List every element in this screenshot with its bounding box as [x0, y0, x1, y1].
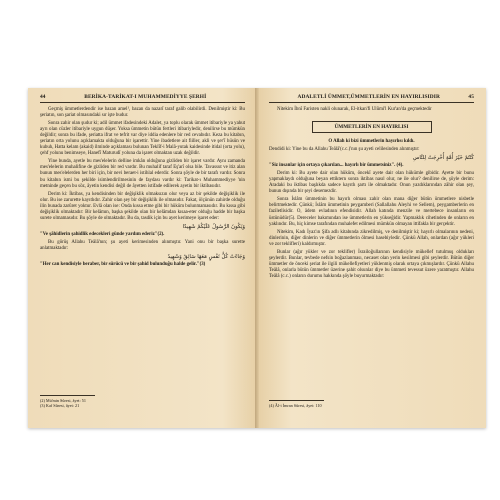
right-running-head — [269, 94, 474, 103]
left-paragraph-6: Bu görüş Allahu Teâlâ'nın; şu ayeti kerimesinden alınmıştır. Yani onu bir başka surette anlatmaktadır: — [40, 239, 245, 251]
right-sub-title: O Allah ki bizi ümmetlerin hayırlısı kıldı. — [328, 139, 415, 145]
left-arabic-verse-2: وَجَاءَتْ كُلُّ نَفْسٍ مَعَهَا سَائِقٌ وَشَهِيدٌ — [167, 253, 245, 260]
right-footnotes — [269, 397, 474, 408]
right-section-title: ÜMMETLERİN EN HAYIRLISI — [312, 121, 432, 133]
left-paragraph-3: Yine bunda, ayetle bu mes'elelerin delline imkân olduğuna gizliden bir işaret vardır. Aynı zamanda mes'elelerin muhalifine de gizliden bir red vardır. Bu muhalif taraf Eş'arî olsa bile. Tavassut ve itiz alan bunun mes'elelerden her biri için, bir nevi beraet-i istihlal ederdir. Sonra şöyle de bir tarafı vardır. Sonra bu kitabın ismi bu şekilde isimlendirilmesinin de faydası vardır ki: Tarikat-ı Muhammediyye 'nin metninde geçen bu söz, âyetin kendisi değil de âyetten istifade edilerek ayetin bir iktibasıdır. — [40, 159, 245, 189]
right-paragraph-2: Derim ki: Bu ayete dair olan hüküm, öncekî ayete dair olan hükümle gibidir. Ayette bir bunu yapmaklaydı olduğuna beyan ettiktern sonra iktibas nasıl olur, ne ile olur? denilirse de, şöyle derim: Aradaki bu iktibas başlıkda sadece kayıtlı şartı ile olmaktadır. Onun yazdıklarından zâhir olan şey, bunun dışında bir şeyi desemezdir. — [269, 171, 474, 195]
left-paragraph-2: Sonra zahir olan şudur ki; adil ümmet ifadesindeki Adalet, ya toplu olarak ümmet itibariyle ya yahut ayrı olan cüzler itibariyle uygun düşer. Yoksa ümmetin bütün fertleri itibariyledir, denilirse bu mümkün değildir; sonra bu ifade, şeriatta ifrat ve tefrit var diye iddia edenlere bir red cevabıdır. Keza bu kitabın, şeriatın orta yolunu açıklamakta olduğuna bir işarettir. Yine ibadetlere ait fiiller, akli ve şer'î hüsün ve kubuh, Hatta kelam (akaid) ilminde açıklaması bulunan Teklîf-i Malâ-yutak kaidesinde itidal (orta yolu), çehf yolunu benimseye, Hanefî Maturudî yoluna da işaret olmaktan uzak değildir. — [40, 121, 245, 157]
left-arabic-verse-1: وَيَكُونَ الرَّسُولُ عَلَيْكُمْ شَهِيدًا — [182, 223, 245, 230]
right-paragraph-5: Bunlar (ağır yükler ve zor teklifler) İsrailoğullarının kendisiyle mükellef tutulmuş oldukları şeylerdir. Bunlar, tevbede nefsin boğazlanması, necaset olan yerin kesilmesi gibi şeylerdir. Bütün diğer ümmetler de önceki şeriat ile ilgili mükellefiyetleri yüklenmiş olarak ortaya çıkmışlardır. Çünkü Allahu Teâlâ, onlarla bütün ümmetler üzerine şahit olsunlar diye bu ümmeti tevessut üzere yaratmıştır. Allahu Teâlâ (c.c.) onların durumu hakkında şöyle buyurmaktadır: — [269, 249, 474, 279]
left-paragraph-4: Derim ki: İktibas, ya kendisinden bir değişiklik olmaksızın olur veya az bir şekilde değişiklik ile olur. Bu ise zarurette kayıtlıdır. Zahir olan şey bir değişiklik ile olmasıdır. Fakat, ölçünün zahirde olduğu ilin bunada zarûret yoktur. Evlâ olan ise: Onda kıssa etme gibi bir hüküm bulunmamasıdır. Bu kıssa gibi değişiklik olmaktadır: Bir kelâmın, başka şekilde olan bir kelâmdan kısaa-eter olduğu hadde bir başka surete olmamasıdır. Bu şöyle de olmaktadır. Bu da, tasdik için bu ayet kerimeye işaret eder: — [40, 191, 245, 221]
right-footnote-4: (4) Âl-i İmran Sûresi, âyet: 110 — [269, 403, 322, 408]
left-verse-1-translation: "Ve şâhidlerin şahidlik edecekleri günde yardım ederiz"(2). — [40, 231, 165, 237]
left-footnotes — [40, 392, 245, 408]
left-footnote-2: (2) Mü'min Sûresi, âyet: 51 — [40, 398, 86, 403]
left-verse-2-translation: "Her can kendisiyle beraber, bir sürücü ve bir şahid bulunduğu halde gelir."(3) — [40, 261, 206, 267]
left-running-head — [40, 94, 245, 103]
right-page — [257, 88, 486, 428]
right-paragraph-4: Nitekim, Kadı İyaz'ın Şifa adlı kitabında zikredilmiş, ve denilmiştir ki; hayırlı olmalarının nedeni, dinlerinin, diğer dinlerin ve diğer ümmetlerin ölmesi hasebiyledir. Çünkü Allah, onlardan (ağır yükleri ve zor teklifleri) kaldırmıştır. — [269, 229, 474, 247]
right-page-number: 45 — [468, 94, 474, 100]
right-arabic-verse-1: كُنْتُمْ خَيْرَ أُمَّةٍ أُخْرِجَتْ لِلنَّاسِ — [412, 155, 474, 162]
left-footnote-3: (3) Kaf Sûresi, âyet: 21 — [40, 403, 80, 408]
right-verse-1-translation: "Siz insanlar için ortaya çıkarılan... hayırlı bir ümmetsiniz". (4). — [269, 163, 404, 169]
left-page-number: 44 — [40, 94, 46, 100]
left-paragraph-1: Geçmiş ümmetlerdendir ise bazan amel¹, bazan da nazarî taraf galib olabilirdi. Denilmiştir ki: Bu şeriatın, son şariat olmasındaki sır işte budur. — [40, 107, 245, 119]
right-paragraph-3: Sonra İslâm ümmetinin bu hayırlı olması zahir olan mana diğer bütün ümmetlere nisbetle belirtmektedir. Çünkü; İslâm ümmetinin peygamberi (Sallallahu Aleyhi ve Sellem), peygamberlerin en faziletlisidir. O, âdem evladının efendisidir. Allah katında menzile ve mertebece insanların en üstünüdür(5). Dereceler bakımından ise ümmetlerin en yükseğidir. Yapmaklık cihetinden de onların en yaklındır. Bu, hiç kimse tarafından muhalefet edilmesi mümkün olmayan ittifakla bir gerçektir. — [269, 197, 474, 227]
left-running-title: BERİKA-TARİKAT-I MUHAMMEDİYYE ŞERHİ — [84, 94, 207, 100]
right-paragraph-1: Dendidi ki: Yine bu da Allahu Teâlâ'(c.c.)'nın şu ayeti celilesinden alınmıştır: — [269, 147, 420, 153]
right-intro: Nitekim İbnî Faristen nakli olunarak, El-itkan'fi Ulûmi'l Kur'an'da geçmektedir — [277, 107, 432, 112]
book-gutter — [255, 88, 259, 428]
left-footnote-rule — [40, 395, 95, 396]
book-spread — [28, 88, 486, 428]
right-footnote-rule — [269, 400, 324, 401]
left-page — [28, 88, 257, 428]
right-running-title: ADALETLİ ÜMMET,ÜMMETLERİN EN HAYIRLISIDIR — [297, 94, 440, 100]
